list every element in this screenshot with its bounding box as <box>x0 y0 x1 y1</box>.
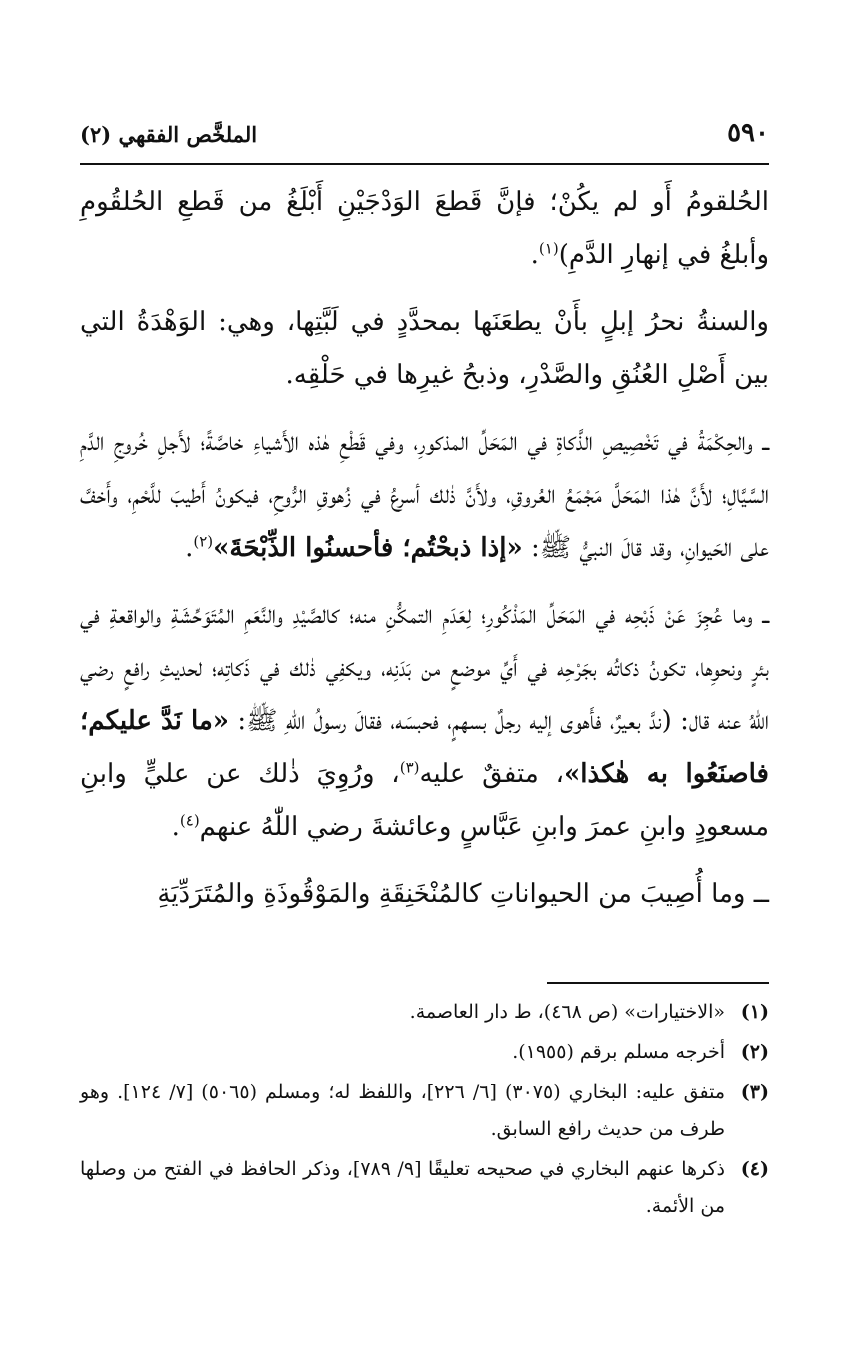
paragraph: ــ وما أُصِيبَ من الحيواناتِ كالمُنْخَنِقَةِ والمَوْقُوذَةِ والمُتَرَدِّيَةِ <box>157 879 769 909</box>
footnote-number: (٢) <box>740 1041 769 1063</box>
footnote-ref: (١) <box>538 239 559 258</box>
footnotes <box>80 994 769 1228</box>
paragraph: والسنةُ نحرُ إبلٍ بأَنْ يطعَنَها بمحدَّدٍ في لَبَّتِها، وهي: الوَهْدَةُ التي بين أَصْلِ العُنُقِ والصَّدْرِ، وذبحُ غيرِها في حَلْقِه. <box>80 307 769 390</box>
book-title: الملخَّص الفقهي (٢) <box>80 122 258 147</box>
hadith-quote: «إذا ذبحْتُم؛ فأحسنُوا الذِّبْحَةَ» <box>213 533 523 563</box>
footnote <box>80 1151 769 1225</box>
footnote-text: متفق عليه: البخاري (٣٠٧٥) [٦/ ٢٢٦]، واللفظ له؛ ومسلم (٥٠٦٥) [٧/ ١٢٤]. وهو طرف من حديث رافع السابق. <box>80 1081 725 1140</box>
hadith-quote: «ما نَدَّ عليكم؛ فاصنَعُوا به هٰكذا» <box>80 706 769 789</box>
footnote-number: (١) <box>740 1001 769 1023</box>
page-header <box>80 112 769 160</box>
footnote-text: «الاختيارات» (ص ٤٦٨)، ط دار العاصمة. <box>409 1001 725 1023</box>
footnote-text: أخرجه مسلم برقم (١٩٥٥). <box>512 1041 725 1063</box>
footnote-ref: (٢) <box>193 532 214 551</box>
paragraph: ــ وما عُجِزَ عَنْ ذَبْحِه في المَحَلِّ المَذْكُورِ؛ لِعَدَمِ التمكُّنِ منه؛ كالصَّيْدِ والنَّعَمِ المُتَوَحِّشَةِ والواقعةِ في بئرٍ ونحوِها، تكونُ ذكاتُه بجَرْحِه في أَيِّ موضعٍ من بَدَنِه، ويكفِي ذٰلك في ذَكاتِه؛ لحديثِ رافعٍ رضي اللّٰهُ عنه قال: (ندَّ بعيرٌ، فأَهوى إليه رجلٌ بسهمٍ، فحبسَه، فقالَ رسولُ اللّٰهِ ﷺ: «ما نَدَّ عليكم؛ فاصنَعُوا به هٰكذا»، متفقٌ عليه$^{(٣)}$، ورُوِيَ ذٰلك عن عليٍّ وابنِ مسعودٍ وابنِ عمرَ وابنِ عَبَّاسٍ وعائشةَ رضي اللّٰهُ عنهم$^{(٤)}$. <box>80 600 769 842</box>
main-text <box>80 176 769 935</box>
footnote <box>80 1074 769 1148</box>
footnote-number: (٤) <box>740 1158 769 1180</box>
footnote-rule <box>547 982 769 984</box>
paragraph: الحُلقومُ أَو لم يكُنْ؛ فإنَّ قَطعَ الوَدْجَيْنِ أَبْلَغُ من قَطعِ الحُلقُومِ وأبلغُ في إنهارِ الدَّمِ)$^{(١)}$. <box>80 187 769 270</box>
page-number: ٥٩٠ <box>727 118 769 148</box>
footnote-ref: (٤) <box>179 811 200 830</box>
footnote <box>80 994 769 1031</box>
footnote-number: (٣) <box>740 1081 769 1103</box>
footnote <box>80 1034 769 1071</box>
paragraph: ــ والحِكْمَةُ في تَخْصِيصِ الذَّكاةِ في المَحَلِّ المذكورِ، وفي قَطْعِ هٰذه الأَشياءِ خاصَّةً؛ لأَجلِ خُروجِ الدَّمِ السَّيَّالِ؛ لأَنَّ هٰذا المَحَلَّ مَجْمَعُ العُروقِ، ولأَنَّ ذٰلك أسرعُ في زُهوقِ الرُّوحِ، فيكونُ أَطيبَ للَّحْمِ، وأَخفَّ على الحَيوانِ، وقد قالَ النبيُّ ﷺ: «إذا ذبحْتُم؛ فأحسنُوا الذِّبْحَةَ»$^{(٢)}$. <box>80 427 769 563</box>
footnote-text: ذكرها عنهم البخاري في صحيحه تعليقًا [٩/ ٧٨٩]، وذكر الحافظ في الفتح من وصلها من الأئمة. <box>80 1158 725 1217</box>
footnote-ref: (٣) <box>399 758 420 777</box>
header-rule <box>80 163 769 165</box>
